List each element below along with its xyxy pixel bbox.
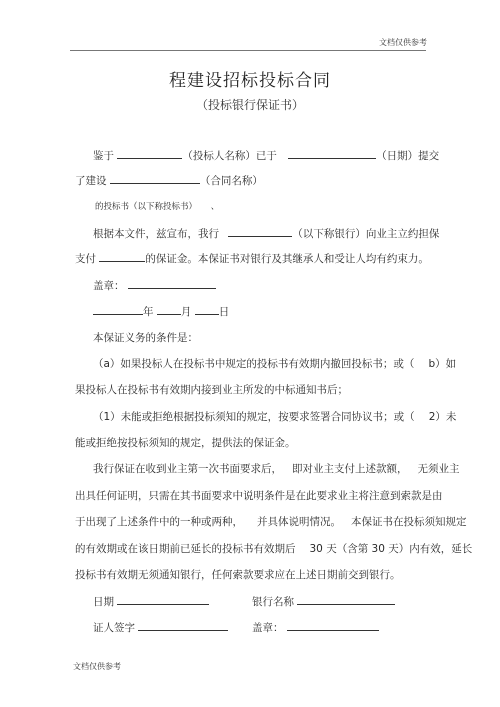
sign-date — [93, 594, 209, 609]
document-subtitle: （投标银行保证书） — [195, 98, 304, 112]
text-segment: 的投标书（以下称投标书） — [95, 202, 193, 212]
header-reference: 文档仅供参考 — [379, 38, 427, 47]
body-line-6 — [93, 278, 216, 293]
blank-bidder-name — [117, 148, 182, 159]
document-title: 程建设招标投标合同 — [169, 71, 331, 91]
text-segment: 即对业主支付上述款额， — [292, 463, 408, 475]
text-segment: 我行保证在收到业主第一次书面要求后， — [93, 463, 282, 475]
text-segment: 并具体说明情况。 — [257, 516, 341, 528]
body-line-14: 出具任何证明，只需在其书面要求中说明条件是在此要求业主将注意到索款是由 — [75, 490, 443, 502]
text-segment: 了建设 — [75, 175, 107, 187]
text-segment: 、 — [210, 202, 220, 212]
text-segment: 本保证书在投标须知规定 — [351, 516, 467, 528]
text-segment: 鉴于 — [93, 150, 114, 162]
blank-seal — [128, 278, 216, 289]
blank-day — [195, 304, 219, 315]
body-line-8: 本保证义务的条件是： — [93, 332, 198, 344]
text-segment: （合同名称） — [199, 175, 263, 187]
text-segment: b）如 — [428, 358, 457, 370]
body-line-13 — [93, 461, 460, 476]
body-line-17: 投标书有效期无须通知银行，任何索款要求应在上述日期前交到银行。 — [75, 569, 401, 581]
text-segment: （日期）提交 — [376, 150, 440, 162]
text-segment: 30 天（含第 30 天）内有效，延长 — [309, 543, 473, 555]
blank-sign-seal — [287, 620, 379, 631]
text-segment: （a）如果投标人在投标书中规定的投标书有效期内撤回投标书；或（ — [93, 358, 415, 370]
text-segment: 支付 — [75, 253, 96, 265]
sign-witness — [93, 620, 228, 635]
body-line-11 — [93, 409, 456, 424]
text-segment: 月 — [180, 306, 192, 318]
blank-sign-witness — [138, 620, 228, 631]
blank-sign-bank-name — [297, 594, 395, 605]
text-segment: （以下称银行）向业主立约担保 — [292, 228, 440, 240]
text-segment: （1）未能或拒绝根据投标须知的规定，按要求签署合同协议书；或（ — [93, 411, 415, 423]
sign-seal-label: 盖章： — [252, 622, 284, 634]
text-segment: 日 — [218, 306, 230, 318]
text-segment: 2）未 — [428, 411, 457, 423]
body-line-10: 果投标人在投标书有效期内接到业主所发的中标通知书后； — [75, 384, 348, 396]
text-segment: 盖章： — [93, 280, 125, 292]
text-segment: 无须业主 — [417, 463, 460, 475]
body-line-9 — [93, 356, 456, 371]
body-line-1 — [93, 148, 439, 163]
blank-bank-name — [228, 226, 292, 237]
sign-bank-name — [252, 594, 395, 609]
blank-sign-date — [117, 594, 209, 605]
blank-year — [93, 304, 143, 315]
body-line-4 — [93, 226, 439, 241]
sign-bank-name-label: 银行名称 — [252, 596, 294, 608]
text-segment: （投标人名称）已于 — [182, 150, 277, 162]
text-segment: 年 — [143, 306, 154, 318]
sign-witness-label: 证人签字 — [93, 622, 135, 634]
body-line-2 — [75, 173, 263, 188]
blank-month — [157, 304, 181, 315]
blank-contract-name — [110, 173, 200, 184]
body-line-16 — [75, 541, 472, 556]
blank-amount — [99, 251, 145, 262]
text-segment: 根据本文件，兹宣布，我行 — [93, 228, 219, 240]
header-rule — [70, 50, 426, 51]
text-segment: 于出现了上述条件中的一种或两种， — [75, 516, 243, 528]
body-line-12: 能或拒绝按投标须知的规定，提供法的保证金。 — [75, 437, 296, 449]
text-segment: 的有效期或在该日期前已延长的投标书有效期后 — [75, 543, 296, 555]
sign-date-label: 日期 — [93, 596, 114, 608]
body-line-5 — [75, 251, 429, 266]
body-line-3 — [95, 200, 219, 212]
blank-date — [288, 148, 376, 159]
sign-seal — [252, 620, 379, 635]
body-line-7-date — [93, 304, 229, 319]
text-segment: 的保证金。本保证书对银行及其继承人和受让人均有约束力。 — [145, 253, 429, 265]
body-line-15 — [75, 514, 467, 529]
footer-reference: 文档仅供参考 — [73, 662, 121, 671]
